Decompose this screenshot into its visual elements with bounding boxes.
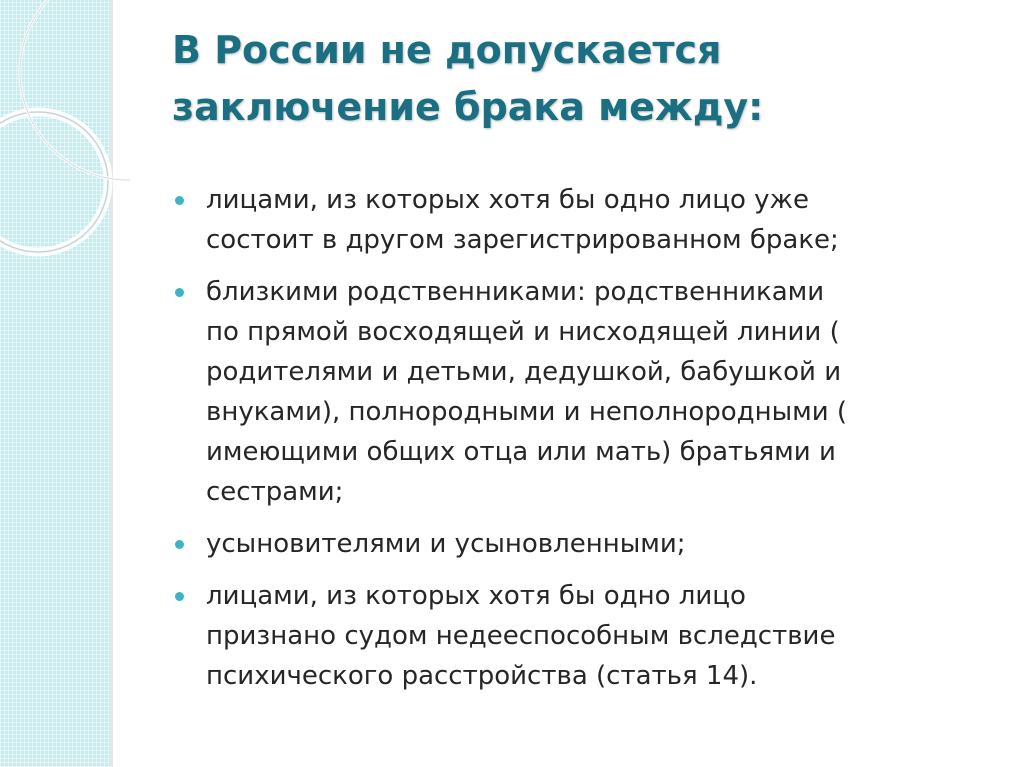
bullet-item (172, 576, 992, 696)
decorative-rings (0, 0, 130, 300)
bullet-line: лицами, из которых хотя бы одно лицо уже (206, 185, 809, 215)
title-line: заключение брака между: (172, 85, 764, 129)
large-ring-shape (20, 0, 130, 180)
bullet-item (172, 272, 992, 512)
bullet-line: признано судом недееспособным вследствие (206, 621, 836, 651)
bullet-line: имеющими общих отца или мать) братьями и (206, 437, 836, 467)
bullet-item (172, 180, 992, 260)
bullet-line: усыновителями и усыновленными; (206, 529, 686, 559)
round-bullet-icon (175, 540, 184, 549)
bullet-line: внуками), полнородными и неполнородными ( (206, 397, 848, 427)
outer-ring-shape (0, 112, 108, 252)
bullet-line: родителями и детьми, дедушкой, бабушкой и (206, 357, 842, 387)
bullet-item (172, 524, 992, 564)
title-line: В России не допускается (172, 28, 722, 72)
bullet-line: состоит в другом зарегистрированном браке; (206, 225, 839, 255)
bullet-line: лицами, из которых хотя бы одно лицо (206, 581, 746, 611)
bullet-line: по прямой восходящей и нисходящей линии ( (206, 317, 840, 347)
round-bullet-icon (175, 288, 184, 297)
round-bullet-icon (175, 196, 184, 205)
bullet-list (172, 180, 992, 708)
bullet-line: сестрами; (206, 477, 344, 507)
bullet-line: близкими родственниками: родственниками (206, 277, 825, 307)
slide-title (172, 22, 992, 136)
large-ring-outline (20, 0, 130, 180)
bullet-line: психического расстройства (статья 14). (206, 661, 758, 691)
round-bullet-icon (175, 592, 184, 601)
